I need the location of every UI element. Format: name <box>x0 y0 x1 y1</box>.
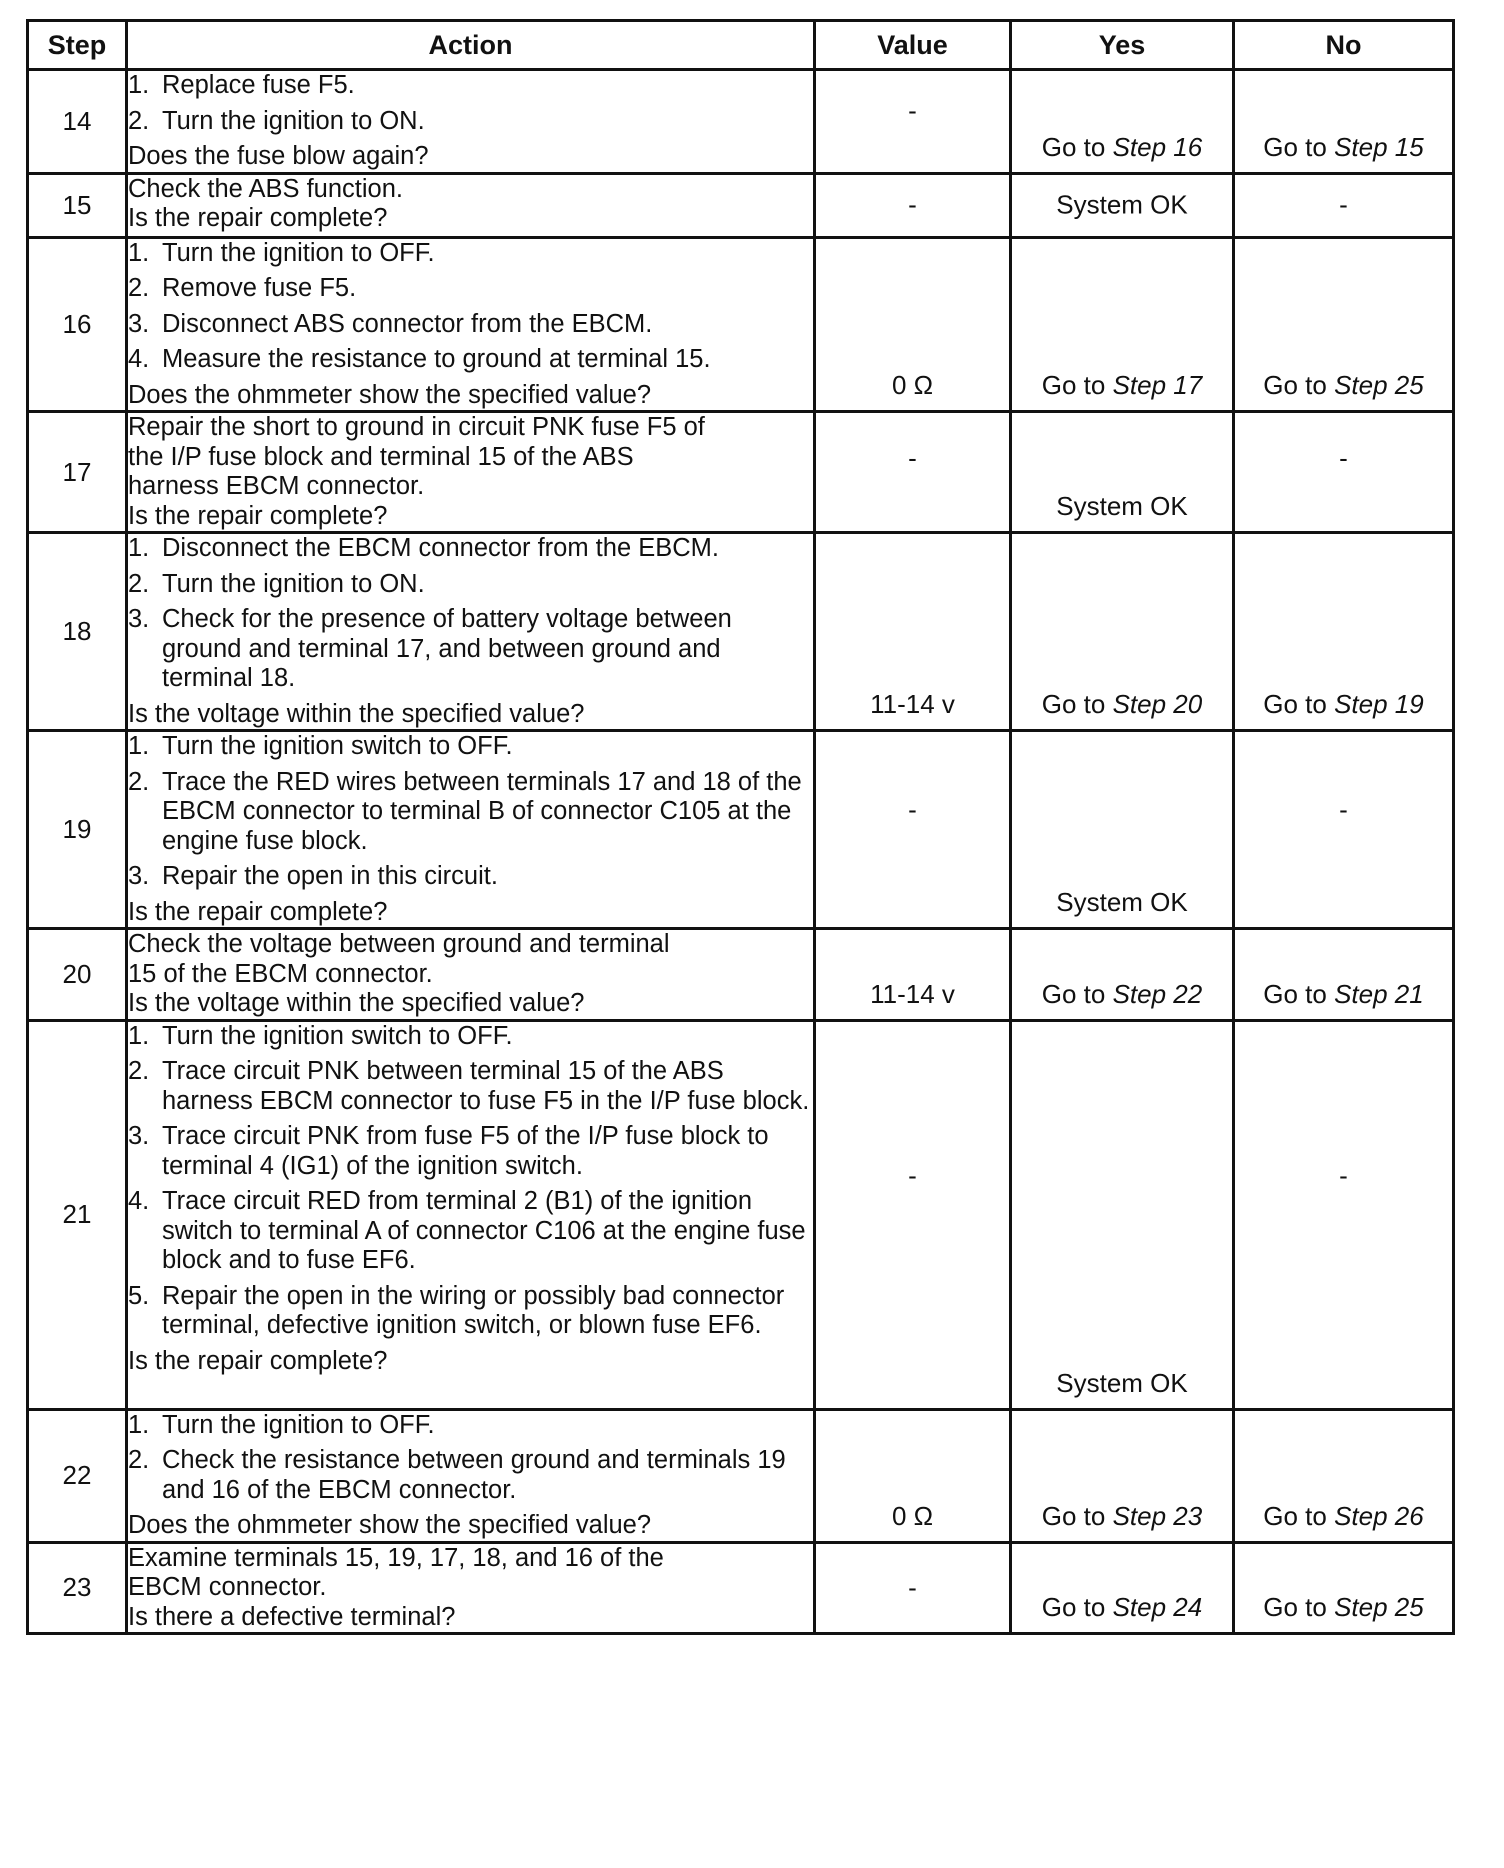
no-cell <box>1234 412 1454 533</box>
no-cell <box>1234 70 1454 174</box>
action-text-line: Check the voltage between ground and terminal <box>128 930 670 958</box>
action-cell <box>127 929 815 1021</box>
no-step-ref: Step 19 <box>1334 689 1424 719</box>
yes-step-ref: Step 17 <box>1112 370 1203 400</box>
action-step-item: 2. Check the resistance between ground and terminals 19 and 16 of the EBCM connector. <box>128 1446 786 1504</box>
yes-goto-prefix: Go to <box>1041 978 1113 1009</box>
yes-cell <box>1011 173 1234 237</box>
yes-step-ref: Step 20 <box>1112 689 1203 719</box>
no-cell <box>1234 237 1454 412</box>
action-question: Is the repair complete? <box>128 897 388 926</box>
value-text: 0 Ω <box>891 1500 934 1531</box>
step-number: 19 <box>28 731 127 929</box>
action-step-item: 1. Turn the ignition to OFF. <box>128 238 435 267</box>
value-cell <box>815 1409 1011 1542</box>
yes-cell <box>1011 731 1234 929</box>
yes-step-ref: Step 23 <box>1112 1500 1203 1531</box>
value-cell <box>815 1542 1011 1634</box>
table-body <box>28 70 1454 1634</box>
yes-step-ref: Step 22 <box>1112 978 1203 1009</box>
yes-goto <box>1012 689 1232 720</box>
header-step: Step <box>28 21 127 70</box>
action-text-line: Repair the short to ground in circuit PNK fuse F5 of <box>128 413 705 441</box>
no-step-ref: Step 26 <box>1334 1500 1424 1531</box>
no-goto-prefix: Go to <box>1263 370 1335 400</box>
action-step-item: 3. Repair the open in this circuit. <box>128 862 498 890</box>
action-step-item: 2. Turn the ignition to ON. <box>128 569 425 598</box>
no-goto-prefix: Go to <box>1263 1500 1335 1531</box>
no-goto-prefix: Go to <box>1263 1592 1335 1622</box>
yes-cell <box>1011 1542 1234 1634</box>
action-text-line: Examine terminals 15, 19, 17, 18, and 16 of the <box>128 1543 664 1572</box>
value-text: - <box>908 189 917 220</box>
no-result: - <box>1339 443 1348 473</box>
action-text-line: 15 of the EBCM connector. <box>128 959 433 988</box>
no-cell <box>1234 173 1454 237</box>
table-row <box>28 1542 1454 1634</box>
no-goto <box>1235 1501 1452 1532</box>
no-goto-prefix: Go to <box>1263 131 1335 162</box>
action-cell <box>127 1542 815 1634</box>
no-goto <box>1235 370 1452 401</box>
no-cell <box>1234 731 1454 929</box>
table-row <box>28 533 1454 731</box>
no-result: - <box>1339 189 1348 220</box>
action-question: Is the repair complete? <box>128 501 388 530</box>
value-cell <box>815 173 1011 237</box>
action-step-item: 2. Remove fuse F5. <box>128 274 357 302</box>
no-cell <box>1234 1020 1454 1409</box>
no-goto <box>1235 1592 1452 1623</box>
action-question: Is the repair complete? <box>128 204 388 232</box>
action-text-line: the I/P fuse block and terminal 15 of the ABS <box>128 442 634 471</box>
value-cell <box>815 70 1011 174</box>
step-number: 18 <box>28 533 127 731</box>
yes-goto <box>1012 979 1232 1010</box>
value-cell <box>815 237 1011 412</box>
action-question: Does the ohmmeter show the specified value? <box>128 380 652 409</box>
no-cell <box>1234 1542 1454 1634</box>
yes-goto-prefix: Go to <box>1041 370 1113 400</box>
table-row <box>28 1020 1454 1409</box>
no-result: - <box>1339 794 1348 825</box>
value-text: - <box>908 95 917 126</box>
value-text: - <box>908 1572 917 1603</box>
table-row <box>28 929 1454 1021</box>
step-number: 17 <box>28 412 127 533</box>
no-goto-prefix: Go to <box>1263 689 1335 719</box>
action-step-item: 3. Trace circuit PNK from fuse F5 of the I/P fuse block to terminal 4 (IG1) of the ignition switch. <box>128 1122 769 1180</box>
step-number: 21 <box>28 1020 127 1409</box>
action-cell <box>127 1020 815 1409</box>
no-goto <box>1235 132 1452 163</box>
no-goto-prefix: Go to <box>1263 978 1335 1009</box>
yes-goto <box>1012 370 1232 401</box>
step-number: 15 <box>28 173 127 237</box>
step-number: 20 <box>28 929 127 1021</box>
header-row <box>28 21 1454 70</box>
header-action: Action <box>127 21 815 70</box>
no-step-ref: Step 25 <box>1334 1592 1424 1622</box>
action-step-item: 1. Turn the ignition to OFF. <box>128 1410 435 1439</box>
table-row <box>28 1409 1454 1542</box>
value-text: 0 Ω <box>891 370 934 400</box>
action-cell <box>127 533 815 731</box>
yes-goto <box>1012 132 1232 163</box>
yes-result: System OK <box>1056 491 1188 521</box>
action-step-item: 1. Disconnect the EBCM connector from the EBCM. <box>128 534 719 562</box>
action-step-item: 3. Check for the presence of battery voltage between ground and terminal 17, and between ground and terminal 18. <box>128 605 732 692</box>
action-question: Does the ohmmeter show the specified value? <box>128 1511 652 1539</box>
no-step-ref: Step 15 <box>1334 131 1424 162</box>
table-row <box>28 731 1454 929</box>
action-step-item: 3. Disconnect ABS connector from the EBCM. <box>128 309 653 338</box>
yes-cell <box>1011 533 1234 731</box>
action-step-item: 1. Turn the ignition switch to OFF. <box>128 732 513 760</box>
yes-cell <box>1011 929 1234 1021</box>
yes-result: System OK <box>1056 887 1188 917</box>
action-step-item: 2. Trace the RED wires between terminals 17 and 18 of the EBCM connector to terminal B of connector C105 at the engine fuse block. <box>128 767 802 855</box>
action-question: Is the voltage within the specified value? <box>128 699 585 728</box>
action-text-line: harness EBCM connector. <box>128 472 425 500</box>
diagnostic-table <box>26 19 1455 1635</box>
yes-result: System OK <box>1056 1367 1188 1398</box>
action-step-item: 4. Trace circuit RED from terminal 2 (B1) of the ignition switch to terminal A of connector C106 at the engine fuse block and to fuse EF6. <box>128 1187 806 1274</box>
yes-step-ref: Step 24 <box>1112 1592 1203 1622</box>
yes-goto-prefix: Go to <box>1041 1592 1113 1622</box>
yes-goto <box>1012 1592 1232 1623</box>
yes-cell <box>1011 1020 1234 1409</box>
header-value: Value <box>815 21 1011 70</box>
action-step-item: 1. Replace fuse F5. <box>128 71 355 99</box>
value-cell <box>815 412 1011 533</box>
action-cell <box>127 731 815 929</box>
yes-goto-prefix: Go to <box>1041 1500 1113 1531</box>
table-row <box>28 412 1454 533</box>
action-step-item: 4. Measure the resistance to ground at terminal 15. <box>128 345 711 373</box>
header-yes: Yes <box>1011 21 1234 70</box>
action-step-item: 1. Turn the ignition switch to OFF. <box>128 1021 513 1050</box>
yes-goto <box>1012 1501 1232 1532</box>
action-cell <box>127 70 815 174</box>
yes-cell <box>1011 1409 1234 1542</box>
yes-result: System OK <box>1056 189 1188 220</box>
step-number: 23 <box>28 1542 127 1634</box>
yes-goto-prefix: Go to <box>1041 131 1113 162</box>
value-text: - <box>908 1160 917 1191</box>
value-cell <box>815 731 1011 929</box>
action-question: Is there a defective terminal? <box>128 1602 456 1631</box>
yes-cell <box>1011 70 1234 174</box>
no-cell <box>1234 929 1454 1021</box>
value-cell <box>815 533 1011 731</box>
action-text-line: Check the ABS function. <box>128 174 403 203</box>
action-step-item: 2. Turn the ignition to ON. <box>128 106 425 135</box>
step-number: 22 <box>28 1409 127 1542</box>
no-goto <box>1235 689 1452 720</box>
no-goto <box>1235 979 1452 1010</box>
value-text: 11-14 v <box>870 689 955 719</box>
action-question: Does the fuse blow again? <box>128 142 429 170</box>
action-question: Is the voltage within the specified value? <box>128 989 585 1017</box>
value-cell <box>815 929 1011 1021</box>
table-row <box>28 70 1454 174</box>
action-cell <box>127 412 815 533</box>
table-row <box>28 237 1454 412</box>
yes-goto-prefix: Go to <box>1041 689 1113 719</box>
action-step-item: 5. Repair the open in the wiring or possibly bad connector terminal, defective ignition switch, or blown fuse EF6. <box>128 1281 785 1339</box>
no-step-ref: Step 21 <box>1334 978 1424 1009</box>
yes-cell <box>1011 412 1234 533</box>
yes-cell <box>1011 237 1234 412</box>
action-cell <box>127 1409 815 1542</box>
value-text: - <box>908 794 917 825</box>
step-number: 14 <box>28 70 127 174</box>
value-text: - <box>908 443 917 473</box>
header-no: No <box>1234 21 1454 70</box>
table-header <box>28 21 1454 70</box>
no-result: - <box>1339 1160 1348 1191</box>
action-step-item: 2. Trace circuit PNK between terminal 15 of the ABS harness EBCM connector to fuse F5 in the I/P fuse block. <box>128 1057 810 1115</box>
action-question: Is the repair complete? <box>128 1346 388 1375</box>
action-cell <box>127 237 815 412</box>
no-step-ref: Step 25 <box>1334 370 1424 400</box>
no-cell <box>1234 533 1454 731</box>
action-cell <box>127 173 815 237</box>
step-number: 16 <box>28 237 127 412</box>
action-text-line: EBCM connector. <box>128 1573 327 1601</box>
value-text: 11-14 v <box>870 978 955 1009</box>
table-row <box>28 173 1454 237</box>
value-cell <box>815 1020 1011 1409</box>
no-cell <box>1234 1409 1454 1542</box>
yes-step-ref: Step 16 <box>1112 131 1203 162</box>
